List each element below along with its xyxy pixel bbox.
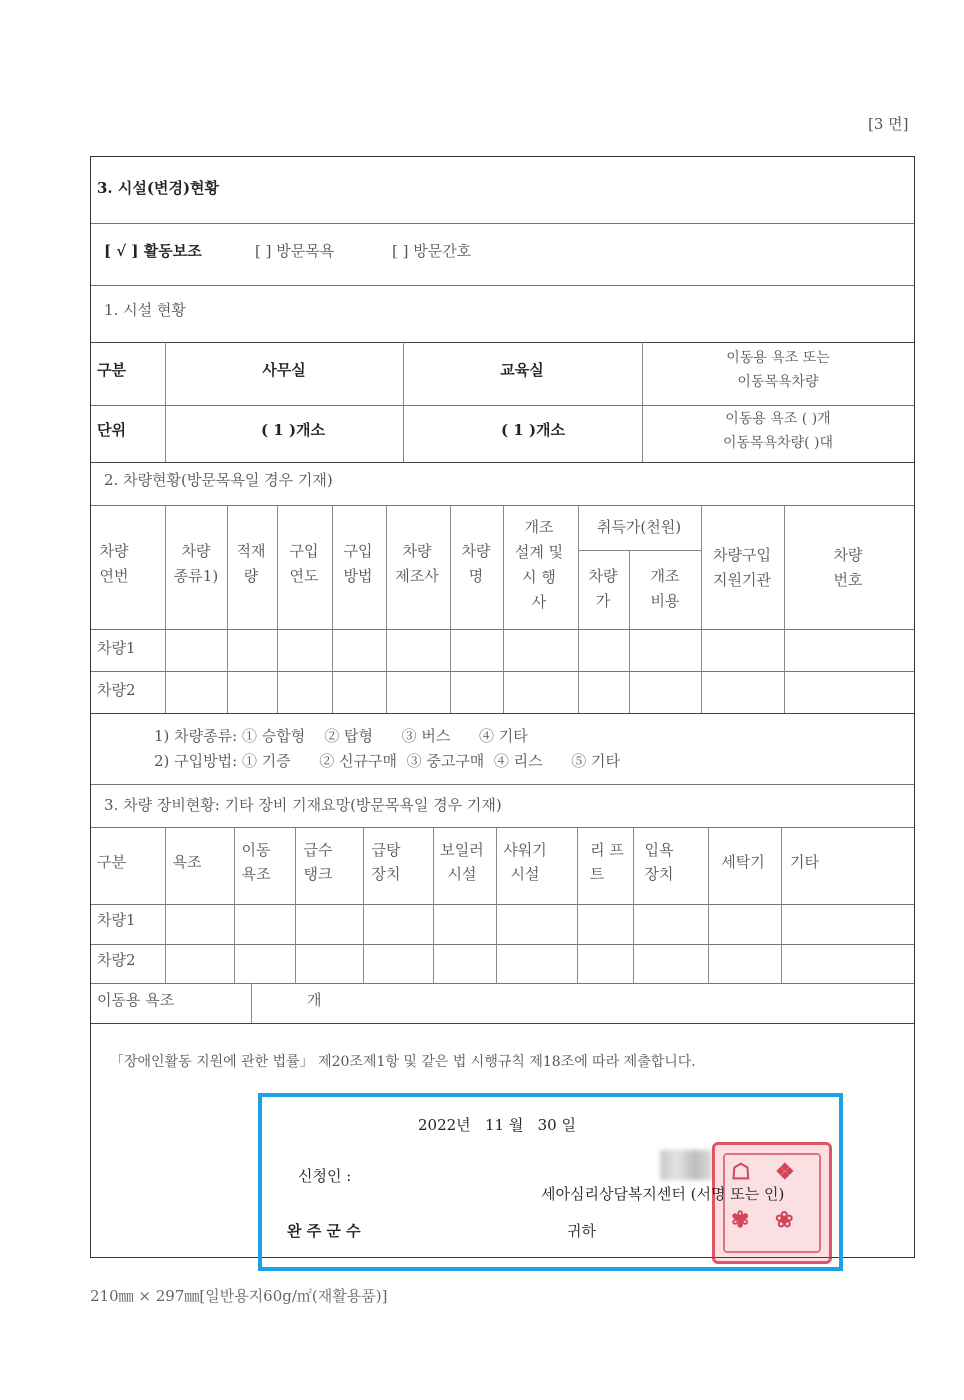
paper-size-note: 210㎜ × 297㎜[일반용지60g/㎡(재활용품)] bbox=[90, 1287, 388, 1305]
vehicle-row-label: 차량2 bbox=[97, 681, 136, 699]
equipment-header-tub: 욕조 bbox=[172, 853, 202, 871]
redacted-area bbox=[660, 1150, 712, 1180]
facility-classroom-count: ( 1 )개소 bbox=[500, 421, 566, 439]
facility-heading: 1. 시설 현황 bbox=[104, 301, 186, 319]
facility-bath-label-line1: 이동용 욕조 또는 bbox=[726, 350, 830, 366]
equipment-header-category: 구분 bbox=[97, 853, 126, 871]
submission-statement: 「장애인활동 지원에 관한 법률」 제20조제1항 및 같은 법 시행규칙 제18조에 따라 제출합니다. bbox=[110, 1054, 696, 1070]
facility-classroom-label: 교육실 bbox=[500, 361, 544, 379]
submission-date: 2022년 11 월 30 일 bbox=[418, 1116, 576, 1134]
facility-office-label: 사무실 bbox=[262, 361, 306, 379]
facility-office-count: ( 1 )개소 bbox=[260, 421, 326, 439]
facility-bath-count-line1: 이동용 욕조 ( )개 bbox=[725, 411, 831, 427]
equipment-row-label: 차량2 bbox=[97, 951, 136, 969]
facility-bath-count-line2: 이동목욕차량( )대 bbox=[722, 435, 834, 451]
mobile-tub-label: 이동용 욕조 bbox=[97, 991, 175, 1009]
equipment-header-other: 기타 bbox=[790, 853, 819, 871]
applicant-name: 세아심리상담복지센터 (서명 또는 인) bbox=[541, 1185, 785, 1203]
equipment-header-washer: 세탁기 bbox=[721, 853, 765, 871]
mobile-tub-unit: 개 bbox=[307, 991, 322, 1009]
recipient: 완 주 군 수 bbox=[287, 1222, 361, 1240]
option-activity-checked[interactable]: [ √ ] 활동보조 bbox=[104, 242, 202, 260]
vehicle-type-note: 1) 차량종류: ① 승합형 ② 탑형 ③ 버스 ④ 기타 bbox=[154, 727, 528, 745]
vehicle-heading: 2. 차량현황(방문목욕일 경우 기재) bbox=[104, 471, 333, 489]
facility-row-label-unit: 단위 bbox=[97, 421, 126, 439]
option-visit-nursing[interactable]: [ ] 방문간호 bbox=[392, 242, 472, 260]
vehicle-row-label: 차량1 bbox=[97, 639, 136, 657]
honorific: 귀하 bbox=[567, 1222, 596, 1240]
option-visit-bath[interactable]: [ ] 방문목욕 bbox=[255, 242, 335, 260]
facility-row-label-category: 구분 bbox=[97, 361, 126, 379]
facility-bath-label-line2: 이동목욕차량 bbox=[737, 374, 819, 390]
section-title: 3. 시설(변경)현황 bbox=[97, 179, 220, 197]
equipment-heading: 3. 차량 장비현황: 기타 장비 기재요망(방문목욕일 경우 기재) bbox=[104, 796, 502, 814]
vehicle-header-acquisition-cost: 취득가(천원) bbox=[596, 518, 682, 536]
page-number: [3 면] bbox=[868, 115, 909, 133]
official-seal-icon: ☖ ❖ ✾ ❀ bbox=[712, 1142, 832, 1264]
applicant-label: 신청인 : bbox=[298, 1167, 352, 1185]
purchase-method-note: 2) 구입방법: ① 기증 ② 신규구매 ③ 중고구매 ④ 리스 ⑤ 기타 bbox=[154, 752, 620, 770]
equipment-row-label: 차량1 bbox=[97, 911, 136, 929]
